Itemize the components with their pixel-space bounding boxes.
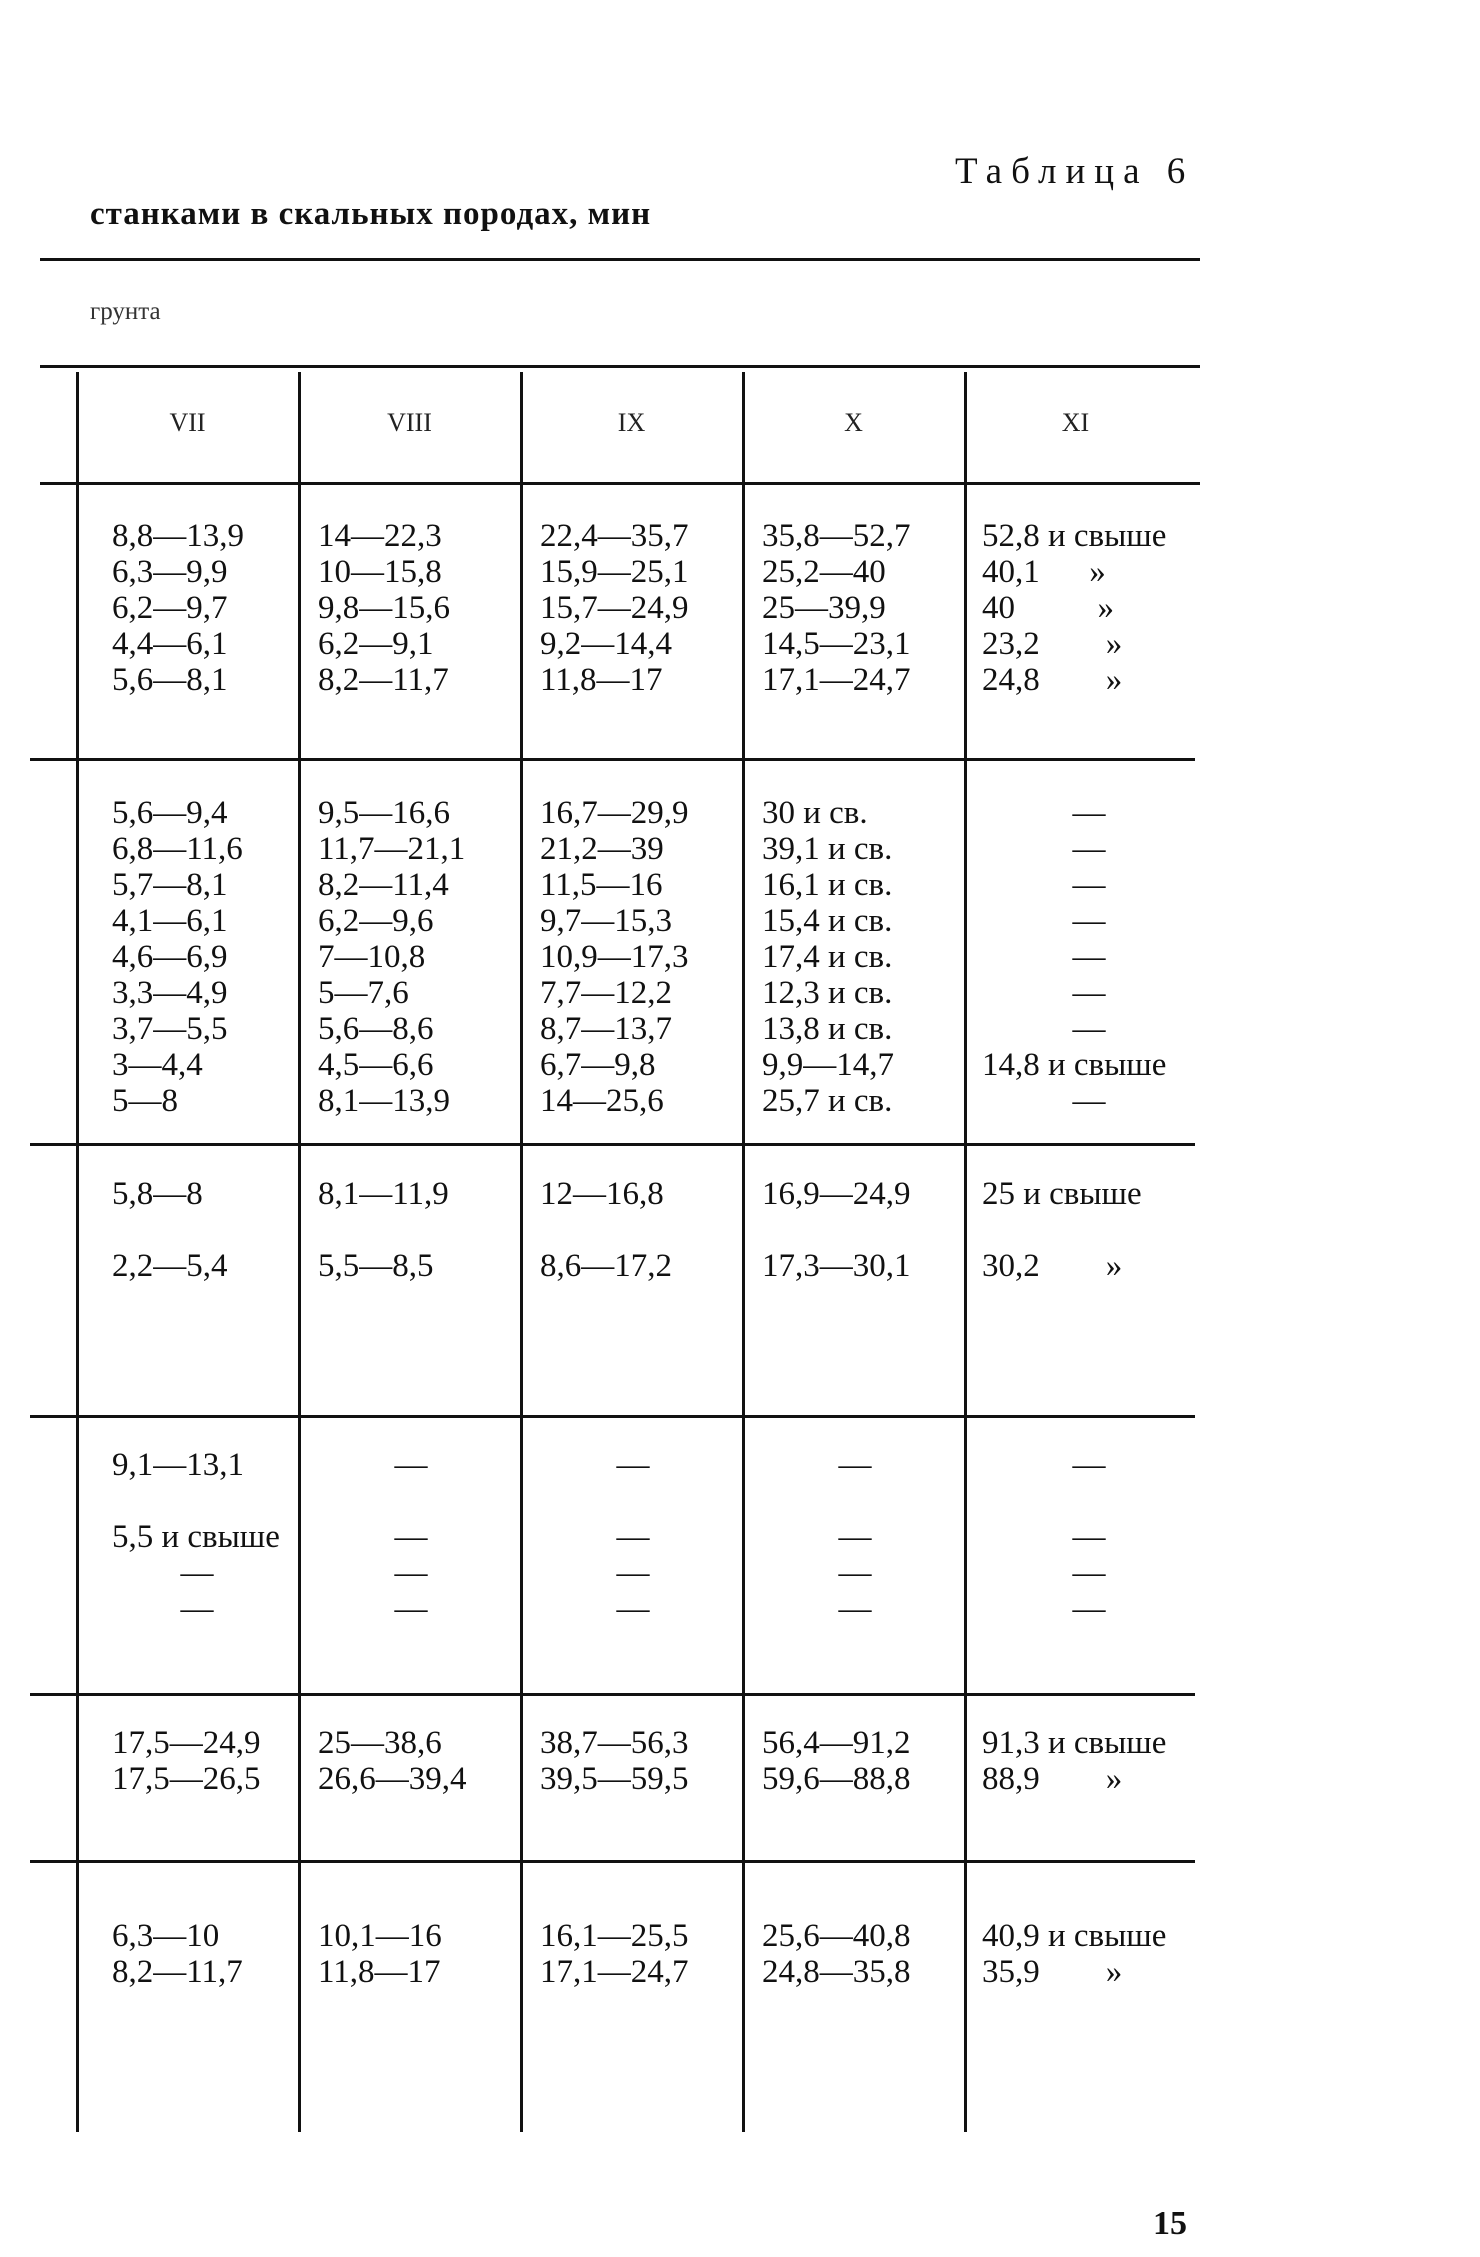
table-cell: 5,8—8: [112, 1176, 203, 1212]
table-cell: 10—15,8: [318, 554, 442, 590]
table-cell: 40,1 »: [982, 554, 1106, 590]
table-cell: 6,8—11,6: [112, 831, 243, 867]
table-cell: —: [394, 1447, 428, 1483]
table-cell: —: [394, 1591, 428, 1627]
table-cell: 8,8—13,9: [112, 518, 244, 554]
table-cell: —: [838, 1519, 872, 1555]
table-cell: 17,1—24,7: [540, 1954, 689, 1990]
table-cell: —: [1072, 975, 1106, 1011]
table-cell: 14,8 и свыше: [982, 1047, 1167, 1083]
table-cell: 12,3 и св.: [762, 975, 893, 1011]
column-divider: [298, 372, 301, 2132]
table-cell: 35,9 »: [982, 1954, 1123, 1990]
table-cell: 22,4—35,7: [540, 518, 689, 554]
column-header: VII: [169, 408, 206, 437]
table-cell: 15,9—25,1: [540, 554, 689, 590]
table-cell: —: [1072, 795, 1106, 831]
table-cell: 91,3 и свыше: [982, 1725, 1167, 1761]
table-cell: 5,6—9,4: [112, 795, 228, 831]
table-cell: —: [180, 1555, 214, 1591]
table-cell: —: [394, 1555, 428, 1591]
table-cell: 21,2—39: [540, 831, 664, 867]
table-cell: 4,4—6,1: [112, 626, 228, 662]
table-cell: —: [838, 1555, 872, 1591]
column-header: IX: [617, 408, 646, 437]
table-cell: 8,2—11,7: [318, 662, 449, 698]
table-cell: —: [838, 1591, 872, 1627]
table-cell: —: [616, 1447, 650, 1483]
table-cell: 52,8 и свыше: [982, 518, 1167, 554]
table-cell: 11,8—17: [540, 662, 663, 698]
table-cell: 14—22,3: [318, 518, 442, 554]
table-cell: —: [1072, 831, 1106, 867]
table-cell: 11,5—16: [540, 867, 663, 903]
table-cell: 8,1—11,9: [318, 1176, 449, 1212]
table-cell: 5,6—8,6: [318, 1011, 434, 1047]
column-header: XI: [1061, 408, 1090, 437]
table-cell: —: [1072, 1591, 1106, 1627]
column-divider: [76, 372, 79, 2132]
table-cell: —: [180, 1591, 214, 1627]
table-cell: 88,9 »: [982, 1761, 1123, 1797]
table-cell: 17,4 и св.: [762, 939, 893, 975]
column-header: VIII: [387, 408, 432, 437]
table-cell: 16,7—29,9: [540, 795, 689, 831]
column-divider: [520, 372, 523, 2132]
table-cell: 5,7—8,1: [112, 867, 228, 903]
header-rule: [40, 365, 1200, 368]
table-cell: 59,6—88,8: [762, 1761, 911, 1797]
table-cell: 10,9—17,3: [540, 939, 689, 975]
table-cell: 8,2—11,7: [112, 1954, 243, 1990]
table-cell: 17,3—30,1: [762, 1248, 911, 1284]
table-cell: 16,1—25,5: [540, 1918, 689, 1954]
table-cell: 16,1 и св.: [762, 867, 893, 903]
table-cell: 5,6—8,1: [112, 662, 228, 698]
table-cell: —: [616, 1519, 650, 1555]
table-cell: 40,9 и свыше: [982, 1918, 1167, 1954]
table-cell: 9,9—14,7: [762, 1047, 894, 1083]
table-cell: 11,8—17: [318, 1954, 441, 1990]
table-cell: 17,5—24,9: [112, 1725, 261, 1761]
table-cell: 25,2—40: [762, 554, 886, 590]
table-cell: 4,5—6,6: [318, 1047, 434, 1083]
group-rule-5: [30, 1860, 1195, 1863]
table-cell: 30 и св.: [762, 795, 868, 831]
soil-header: грунта: [90, 298, 161, 325]
table-cell: 9,1—13,1: [112, 1447, 244, 1483]
table-cell: 12—16,8: [540, 1176, 664, 1212]
page-number: 15: [1153, 2205, 1187, 2242]
table-cell: 7—10,8: [318, 939, 426, 975]
table-cell: 3,3—4,9: [112, 975, 228, 1011]
table-cell: 40 »: [982, 590, 1114, 626]
table-cell: 24,8—35,8: [762, 1954, 911, 1990]
column-divider: [742, 372, 745, 2132]
table-cell: 4,6—6,9: [112, 939, 228, 975]
group-rule-2: [30, 1143, 1195, 1146]
table-cell: 6,7—9,8: [540, 1047, 656, 1083]
table-cell: —: [1072, 1083, 1106, 1119]
group-rule-3: [30, 1415, 1195, 1418]
table-cell: —: [1072, 1447, 1106, 1483]
table-cell: 8,7—13,7: [540, 1011, 672, 1047]
table-cell: 6,3—10: [112, 1918, 220, 1954]
table-cell: 13,8 и св.: [762, 1011, 893, 1047]
column-divider: [964, 372, 967, 2132]
table-cell: 11,7—21,1: [318, 831, 466, 867]
table-cell: —: [1072, 1011, 1106, 1047]
table-cell: —: [1072, 903, 1106, 939]
table-label: Таблица 6: [955, 151, 1195, 192]
table-cell: 23,2 »: [982, 626, 1123, 662]
table-cell: 16,9—24,9: [762, 1176, 911, 1212]
table-cell: 26,6—39,4: [318, 1761, 467, 1797]
table-cell: —: [838, 1447, 872, 1483]
table-cell: 38,7—56,3: [540, 1725, 689, 1761]
table-cell: 7,7—12,2: [540, 975, 672, 1011]
table-cell: 3,7—5,5: [112, 1011, 228, 1047]
table-cell: 5,5—8,5: [318, 1248, 434, 1284]
table-cell: 39,5—59,5: [540, 1761, 689, 1797]
group-rule-1: [30, 758, 1195, 761]
table-cell: 17,1—24,7: [762, 662, 911, 698]
table-cell: 24,8 »: [982, 662, 1123, 698]
table-cell: 25,6—40,8: [762, 1918, 911, 1954]
table-cell: —: [1072, 939, 1106, 975]
column-header-rule: [40, 482, 1200, 485]
table-cell: 6,2—9,1: [318, 626, 434, 662]
table-cell: 25—38,6: [318, 1725, 442, 1761]
table-cell: 14,5—23,1: [762, 626, 911, 662]
table-cell: 35,8—52,7: [762, 518, 911, 554]
table-cell: 5—8: [112, 1083, 178, 1119]
table-cell: 4,1—6,1: [112, 903, 228, 939]
table-cell: 14—25,6: [540, 1083, 664, 1119]
table-cell: 6,2—9,6: [318, 903, 434, 939]
table-cell: 56,4—91,2: [762, 1725, 911, 1761]
table-cell: 6,2—9,7: [112, 590, 228, 626]
table-cell: 2,2—5,4: [112, 1248, 228, 1284]
table-cell: —: [394, 1519, 428, 1555]
top-rule: [40, 258, 1200, 261]
table-cell: 9,7—15,3: [540, 903, 672, 939]
table-cell: 39,1 и св.: [762, 831, 893, 867]
table-cell: 25—39,9: [762, 590, 886, 626]
table-cell: 15,7—24,9: [540, 590, 689, 626]
table-cell: —: [1072, 1555, 1106, 1591]
table-cell: 6,3—9,9: [112, 554, 228, 590]
table-cell: 8,2—11,4: [318, 867, 449, 903]
table-cell: 5,5 и свыше: [112, 1519, 280, 1555]
table-subtitle: станками в скальных породах, мин: [90, 196, 652, 232]
table-cell: 10,1—16: [318, 1918, 442, 1954]
table-cell: 30,2 »: [982, 1248, 1123, 1284]
table-cell: 9,8—15,6: [318, 590, 450, 626]
table-cell: —: [616, 1555, 650, 1591]
table-cell: 17,5—26,5: [112, 1761, 261, 1797]
table-cell: 25 и свыше: [982, 1176, 1142, 1212]
table-cell: 3—4,4: [112, 1047, 203, 1083]
table-cell: 9,2—14,4: [540, 626, 672, 662]
table-cell: —: [1072, 1519, 1106, 1555]
table-cell: 15,4 и св.: [762, 903, 893, 939]
table-cell: 25,7 и св.: [762, 1083, 893, 1119]
table-cell: 8,1—13,9: [318, 1083, 450, 1119]
column-header: X: [844, 408, 863, 437]
table-cell: 5—7,6: [318, 975, 409, 1011]
table-cell: 8,6—17,2: [540, 1248, 672, 1284]
group-rule-4: [30, 1693, 1195, 1696]
table-cell: —: [616, 1591, 650, 1627]
table-cell: —: [1072, 867, 1106, 903]
table-cell: 9,5—16,6: [318, 795, 450, 831]
